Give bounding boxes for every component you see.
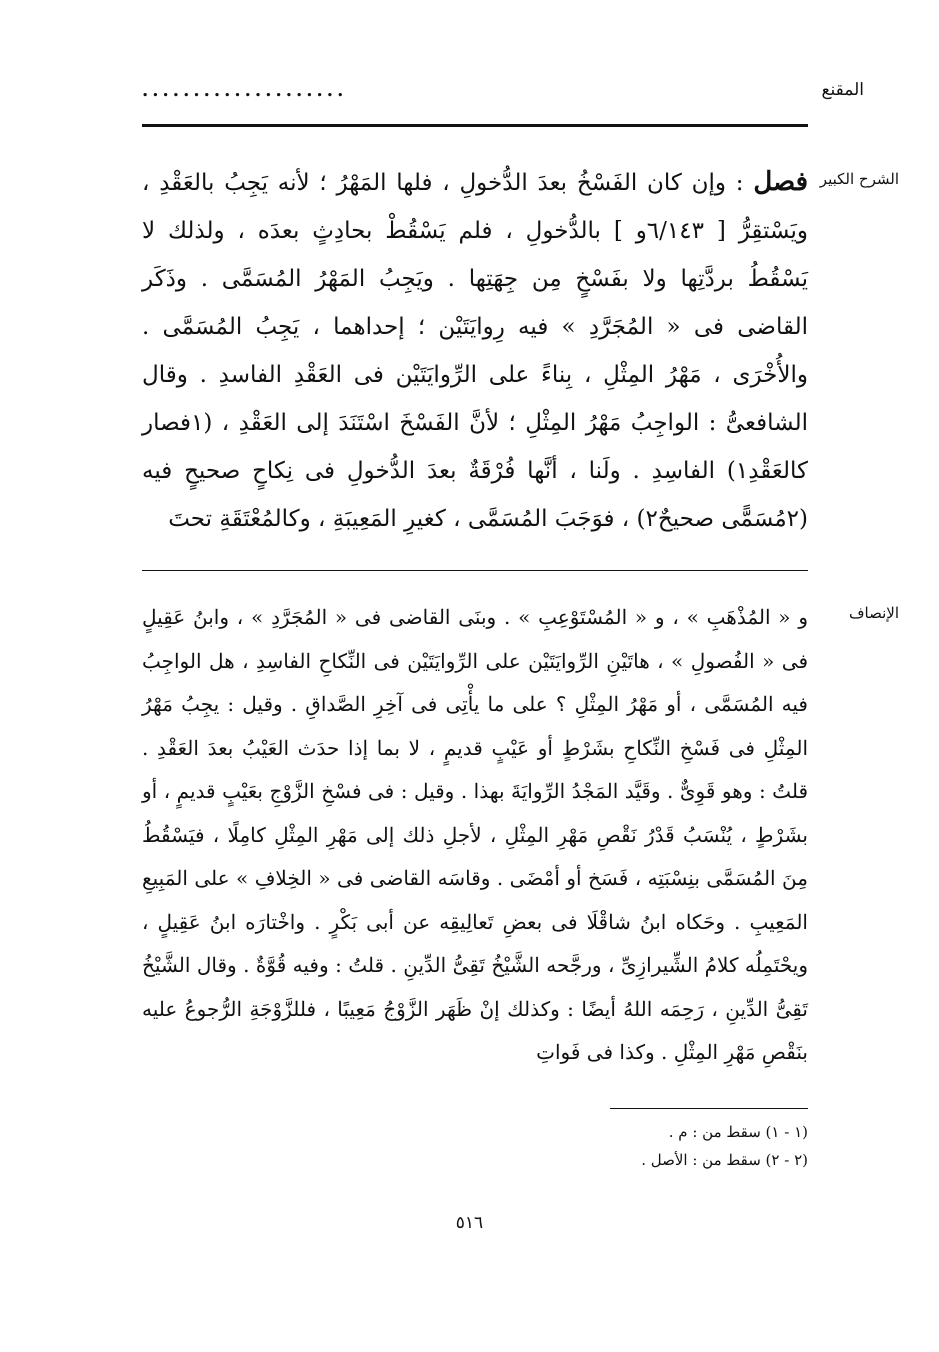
sharh-text-block	[142, 158, 808, 543]
header-rule	[142, 124, 808, 127]
page-number: ٥١٦	[455, 1213, 484, 1233]
insaf-text-block	[142, 596, 808, 1075]
insaf-side-label: الإنصاف	[848, 604, 899, 622]
running-title: المقنع	[821, 80, 864, 100]
footnote-rule	[610, 1108, 808, 1109]
footnote-1: (١ - ١) سقط من : م .	[668, 1123, 808, 1141]
insaf-paragraph: و « المُذْهَبِ » ، و « المُسْتَوْعِبِ » . وبنَى القاضى فى « المُجَرَّدِ » ، وابنُ عَقِيلٍ فى « الفُصولِ » ، هاتَيْنِ الرِّوايَتَيْن على الرِّوايَتَيْن فى النِّكاحِ الفاسِدِ ، هل الواجِبُ فيه المُسَمَّى ، أو مَهْرُ المِثْلِ ؟ على ما يأْتِى فى آخِرِ الصَّداقِ . وقيل : يجِبُ مَهْرُ المِثْلِ فى فَسْخِ النِّكاحِ بشَرْطٍ أو عَيْبٍ قديمٍ ، لا بما إذا حدَث العَيْبُ بعدَ العَقْدِ . قلتُ : وهو قَوِىٌّ . وقَيَّد المَجْدُ الرِّوايَةَ بهذا . وقيل : فى فسْخِ الزَّوْجِ بعَيْبٍ قديمٍ ، أو بشَرْطٍ ، يُنْسَبُ قَدْرُ نَقْصِ مَهْرِ المِثْلِ ، لأجلِ ذلك إلى مَهْرِ المِثْلِ كامِلًا ، فيَسْقُطُ مِنَ المُسَمَّى بنِسْبَتِه ، فَسَخ أو أمْضَى . وقاسَه القاضى فى « الخِلافِ » على المَبِيعِ المَعِيبِ . وحَكاه ابنُ شاقْلَا فى بعضِ تَعالِيقِه عن أبى بَكْرٍ . واخْتارَه ابنُ عَقِيلٍ ، ويحْتَمِلُه كلامُ الشِّيرازِىِّ ، ورجَّحه الشَّيْخُ تَقِىُّ الدِّينِ . قلتُ : وفيه قُوَّةٌ . وقال الشَّيْخُ تَقِىُّ الدِّينِ ، رَحِمَه اللهُ أيضًا : وكذلك إنْ ظَهَر الزَّوْجُ مَعِيبًا ، فللزَّوْجَةِ الرُّجوعُ عليه بنَقْصِ مَهْرِ المِثْلِ . وكذا فى فَواتِ	[142, 605, 809, 1064]
sharh-side-label: الشرح الكبير	[819, 170, 899, 188]
fasl-heading: فصل	[753, 167, 809, 197]
header-leader-dots: ....................	[142, 80, 348, 101]
footnotes	[408, 1118, 808, 1174]
section-separator	[142, 570, 808, 571]
sharh-paragraph: : وإن كان الفَسْخُ بعدَ الدُّخولِ ، فلها المَهْرُ ؛ لأنه يَجِبُ بالعَقْدِ ، ويَسْتقِرُّ [ ٦/١٤٣و ] بالدُّخولِ ، فلم يَسْقُطْ بحادِثٍ بعدَه ، ولذلك لا يَسْقُطُ بردَّتِها ولا بفَسْخٍ مِن جِهَتِها . ويَجِبُ المَهْرُ المُسَمَّى . وذَكَر القاضى فى « المُجَرَّدِ » فيه رِوايَتَيْن ؛ إحداهما ، يَجِبُ المُسَمَّى . والأُخْرَى ، مَهْرُ المِثْلِ ، بِناءً على الرِّوايَتَيْن فى العَقْدِ الفاسدِ . وقال الشافعىُّ : الواجِبُ مَهْرُ المِثْلِ ؛ لأنَّ الفَسْخَ اسْتَنَدَ إلى العَقْدِ ، (١فصار كالعَقْدِ١) الفاسِدِ . ولَنا ، أنَّها فُرْقَةٌ بعدَ الدُّخولِ فى نِكاحٍ صحيحٍ فيه (٢مُسَمًّى صحيحٌ٢) ، فوَجَبَ المُسَمَّى ، كغيرِ المَعِيبَةِ ، وكالمُعْتَقَةِ تحتَ	[142, 170, 808, 532]
footnote-2: (٢ - ٢) سقط من : الأصل .	[641, 1151, 808, 1169]
